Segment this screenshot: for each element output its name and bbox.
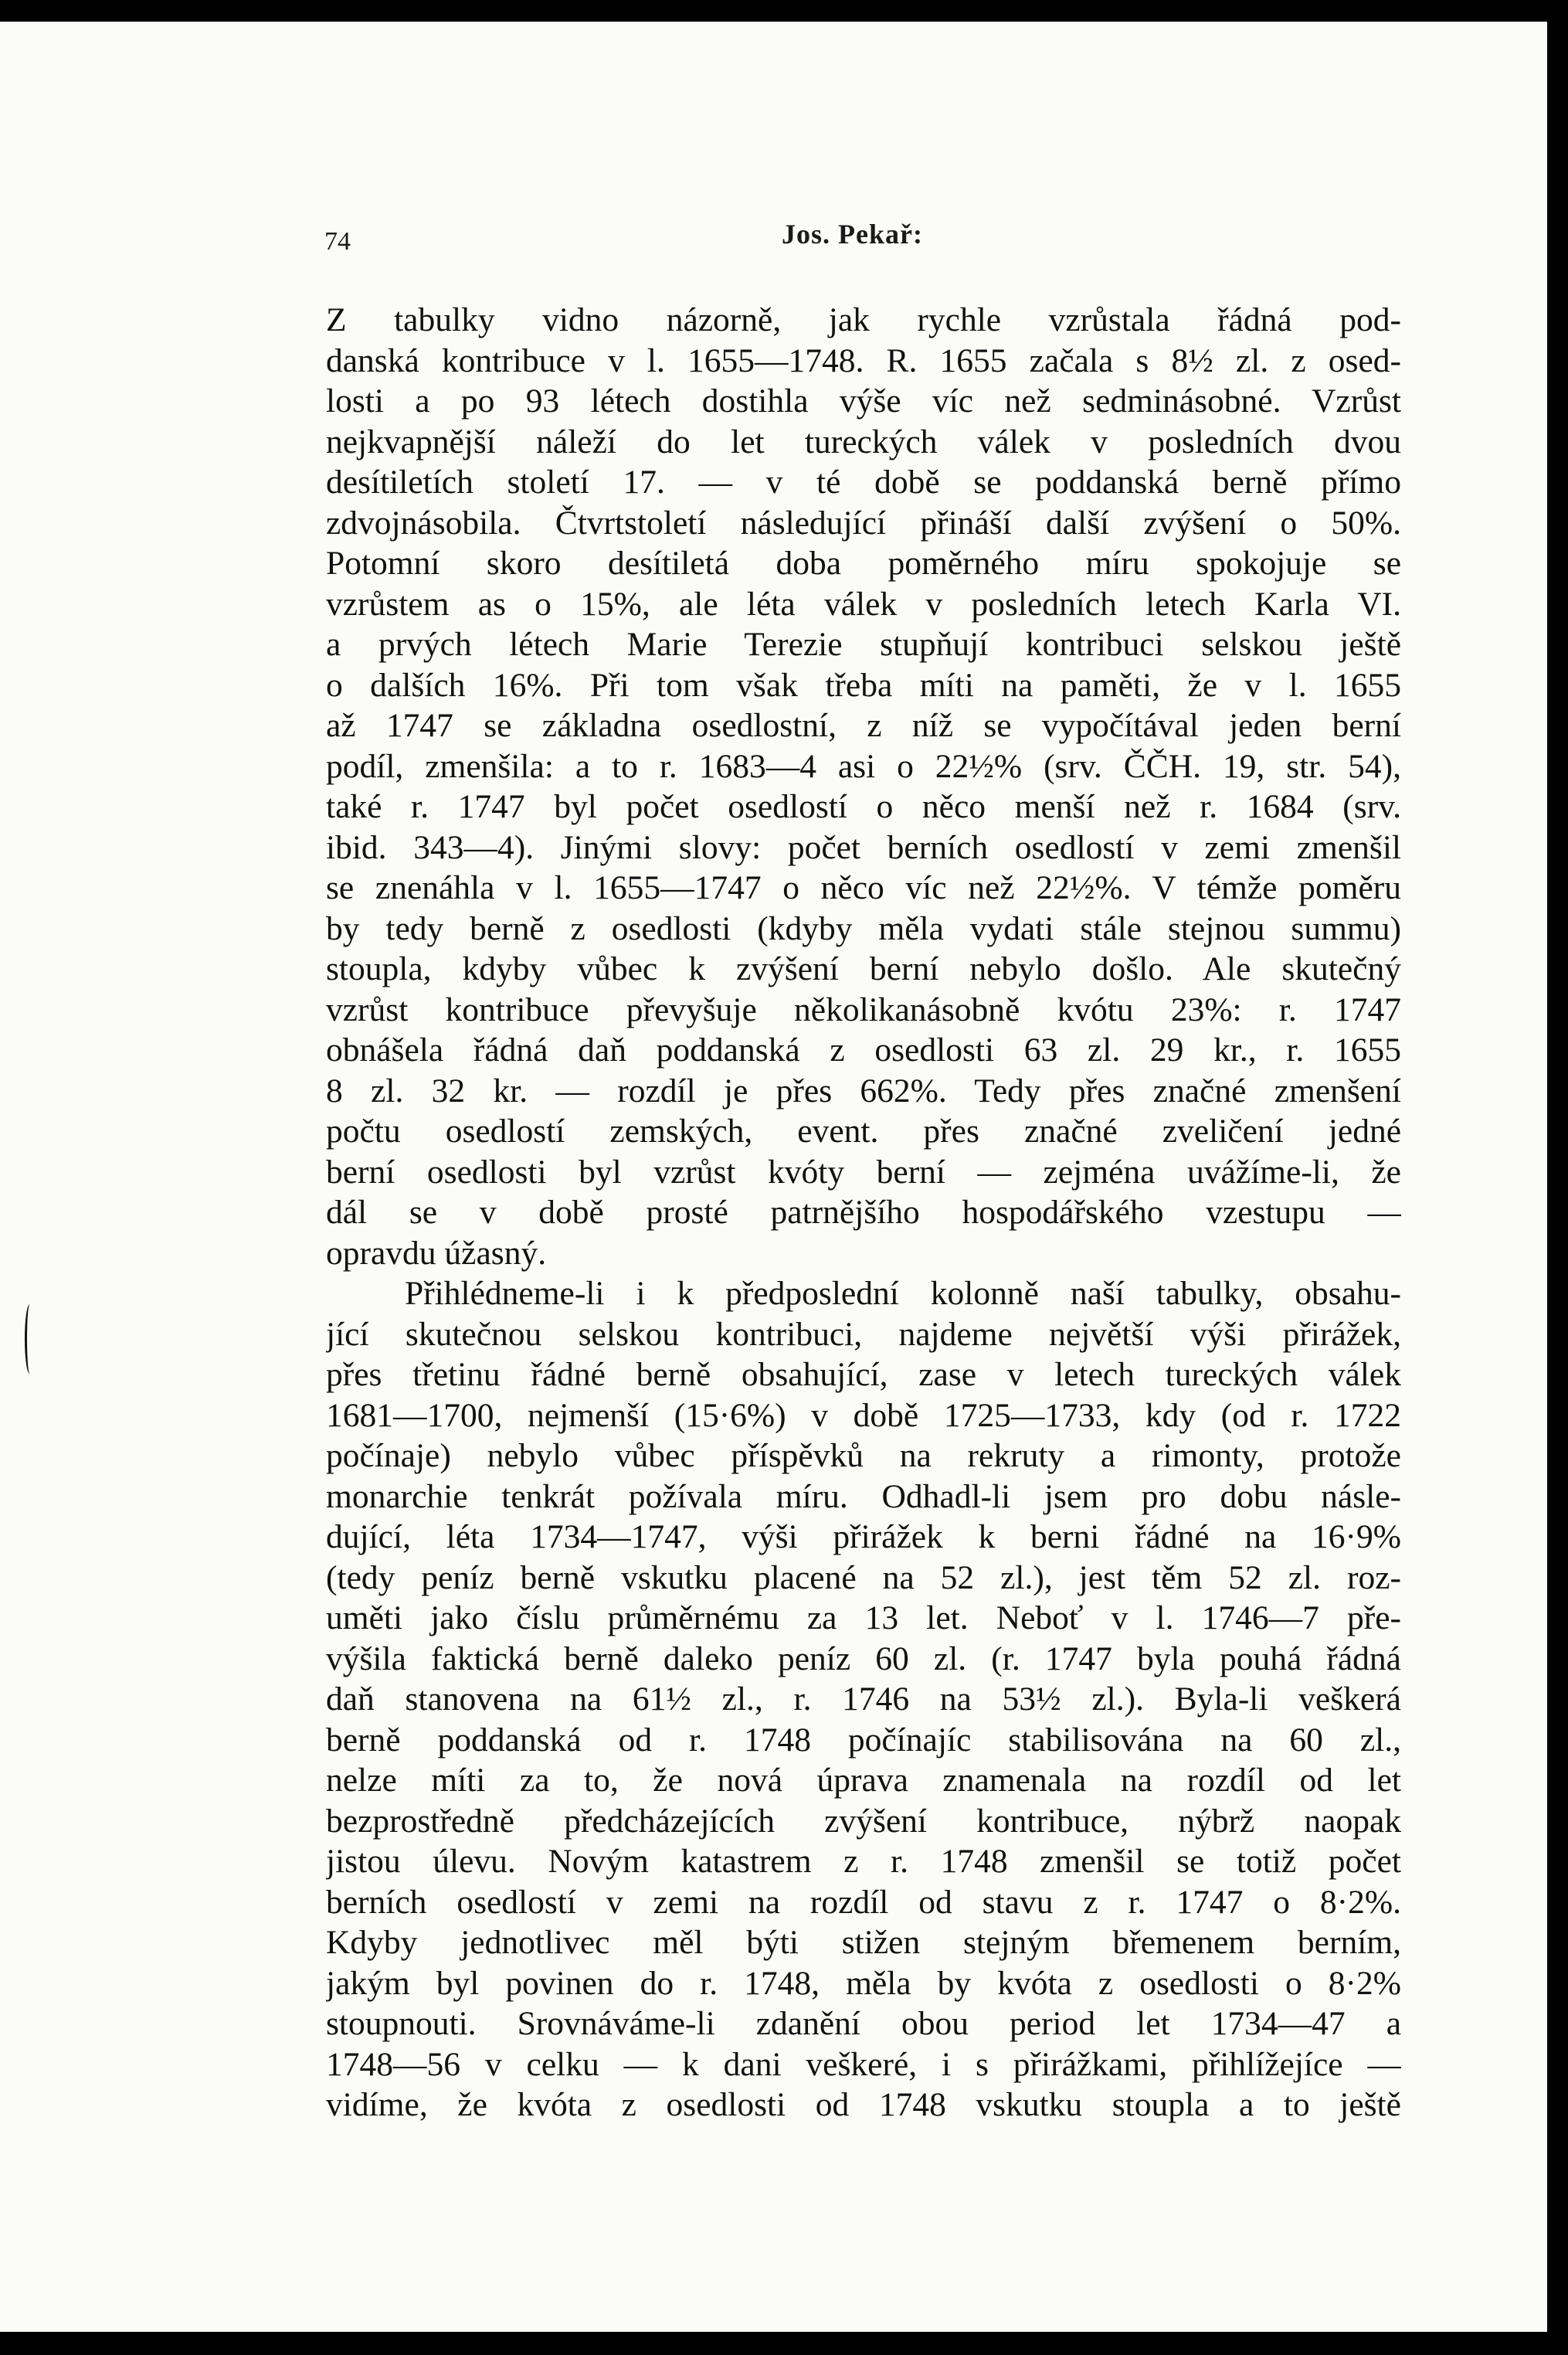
text-line: stoupla, kdyby vůbec k zvýšení berní nebylo došlo. Ale skutečný xyxy=(326,950,1401,987)
text-line: (tedy peníz berně vskutku placené na 52 zl.), jest těm 52 zl. roz- xyxy=(326,1558,1401,1596)
binding-mark xyxy=(25,1304,35,1374)
text-line: se znenáhla v l. 1655—1747 o něco víc než 22½%. V témže poměru xyxy=(326,869,1401,906)
text-line: uměti jako číslu průměrnému za 13 let. Neboť v l. 1746—7 pře- xyxy=(326,1599,1401,1636)
text-line: by tedy berně z osedlosti (kdyby měla vydati stále stejnou summu) xyxy=(326,909,1401,947)
text-line: počtu osedlostí zemských, event. přes značné zveličení jedné xyxy=(326,1113,1401,1150)
body-text xyxy=(326,300,1401,2126)
text-line: Z tabulky vidno názorně, jak rychle vzrůstala řádná pod- xyxy=(326,301,1401,338)
text-line: jící skutečnou selskou kontribuci, najdeme největší výši přirážek, xyxy=(326,1315,1401,1353)
text-line: dující, léta 1734—1747, výši přirážek k berni řádné na 16·9% xyxy=(326,1518,1401,1555)
text-line: vzrůst kontribuce převyšuje několikanásobně kvótu 23%: r. 1747 xyxy=(326,991,1401,1028)
text-line: 1748—56 v celku — k dani veškeré, i s přirážkami, přihlížejíce — xyxy=(326,2045,1401,2083)
text-line: až 1747 se základna osedlostní, z níž se vypočítával jeden berní xyxy=(326,707,1401,744)
text-line: Kdyby jednotlivec měl býti stižen stejným břemenem berním, xyxy=(326,1924,1401,1961)
text-line: zdvojnásobila. Čtvrtstoletí následující přináší další zvýšení o 50%. xyxy=(326,504,1401,542)
text-line: daň stanovena na 61½ zl., r. 1746 na 53½ zl.). Byla-li veškerá xyxy=(326,1680,1401,1718)
text-line: nejkvapnější náleží do let tureckých válek v posledních dvou xyxy=(326,423,1401,460)
text-line: podíl, zmenšila: a to r. 1683—4 asi o 22½% (srv. ČČH. 19, str. 54), xyxy=(326,747,1401,785)
text-line: a prvých létech Marie Terezie stupňují kontribuci selskou ještě xyxy=(326,626,1401,663)
text-line: přes třetinu řádné berně obsahující, zase v letech tureckých válek xyxy=(326,1356,1401,1393)
text-line: o dalších 16%. Při tom však třeba míti na paměti, že v l. 1655 xyxy=(326,666,1401,704)
text-line: Potomní skoro desítiletá doba poměrného míru spokojuje se xyxy=(326,545,1401,582)
text-line: berně poddanská od r. 1748 počínajíc stabilisována na 60 zl., xyxy=(326,1721,1401,1759)
running-title: Jos. Pekař: xyxy=(782,219,923,250)
text-line: berní osedlosti byl vzrůst kvóty berní — zejména uvážíme-li, že xyxy=(326,1153,1401,1191)
text-line: berních osedlostí v zemi na rozdíl od stavu z r. 1747 o 8·2%. xyxy=(326,1883,1401,1921)
text-line: desítiletích století 17. — v té době se poddanská berně přímo xyxy=(326,464,1401,501)
text-line-paragraph-end: opravdu úžasný. xyxy=(326,1234,547,1272)
text-line: také r. 1747 byl počet osedlostí o něco menší než r. 1684 (srv. xyxy=(326,788,1401,825)
text-line: stoupnouti. Srovnáváme-li zdanění obou period let 1734—47 a xyxy=(326,2005,1401,2042)
text-line: nelze míti za to, že nová úprava znamenala na rozdíl od let xyxy=(326,1762,1401,1799)
text-line: vzrůstem as o 15%, ale léta válek v posledních letech Karla VI. xyxy=(326,585,1401,623)
text-line: ibid. 343—4). Jinými slovy: počet berních osedlostí v zemi zmenšil xyxy=(326,828,1401,866)
text-line: obnášela řádná daň poddanská z osedlosti 63 zl. 29 kr., r. 1655 xyxy=(326,1031,1401,1069)
text-line: monarchie tenkrát požívala míru. Odhadl-li jsem pro dobu násle- xyxy=(326,1477,1401,1515)
text-line: vidíme, že kvóta z osedlosti od 1748 vskutku stoupla a to ještě xyxy=(326,2086,1401,2123)
text-line: počínaje) nebylo vůbec příspěvků na rekruty a rimonty, protože xyxy=(326,1437,1401,1474)
text-line: danská kontribuce v l. 1655—1748. R. 1655 začala s 8½ zl. z osed- xyxy=(326,342,1401,379)
text-line: 8 zl. 32 kr. — rozdíl je přes 662%. Tedy přes značné zmenšení xyxy=(326,1072,1401,1110)
page-number: 74 xyxy=(324,227,351,256)
text-line: losti a po 93 létech dostihla výše víc než sedminásobné. Vzrůst xyxy=(326,382,1401,420)
running-head xyxy=(324,218,1406,264)
text-line: 1681—1700, nejmenší (15·6%) v době 1725—1733, kdy (od r. 1722 xyxy=(326,1396,1401,1434)
text-line: výšila faktická berně daleko peníz 60 zl. (r. 1747 byla pouhá řádná xyxy=(326,1640,1401,1677)
text-line: bezprostředně předcházejících zvýšení kontribuce, nýbrž naopak xyxy=(326,1802,1401,1840)
text-line: jistou úlevu. Novým katastrem z r. 1748 zmenšil se totiž počet xyxy=(326,1843,1401,1880)
text-line: jakým byl povinen do r. 1748, měla by kvóta z osedlosti o 8·2% xyxy=(326,1964,1401,2002)
text-line: dál se v době prosté patrnějšího hospodářského vzestupu — xyxy=(326,1194,1401,1231)
text-line-paragraph-start: Přihlédneme-li i k předposlední kolonně naší tabulky, obsahu- xyxy=(405,1275,1401,1312)
